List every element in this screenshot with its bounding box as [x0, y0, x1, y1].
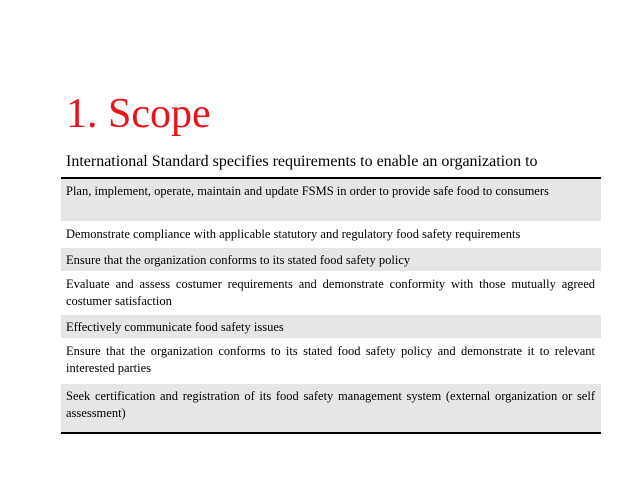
table-row: Demonstrate compliance with applicable statutory and regulatory food safety requirements — [61, 222, 601, 248]
slide-title: 1. Scope — [66, 91, 211, 137]
table-row: Seek certification and registration of its food safety management system (external organization or self assessment) — [61, 384, 601, 432]
table-row: Effectively communicate food safety issues — [61, 315, 601, 339]
scope-requirements-table — [61, 177, 601, 434]
table-row: Evaluate and assess costumer requirements and demonstrate conformity with those mutually agreed costumer satisfaction — [61, 272, 601, 315]
table-row: Plan, implement, operate, maintain and update FSMS in order to provide safe food to consumers — [61, 179, 601, 222]
table-row: Ensure that the organization conforms to its stated food safety policy — [61, 248, 601, 272]
table-row: Ensure that the organization conforms to its stated food safety policy and demonstrate it to relevant interested parties — [61, 339, 601, 384]
intro-text: International Standard specifies requirements to enable an organization to — [66, 153, 538, 170]
